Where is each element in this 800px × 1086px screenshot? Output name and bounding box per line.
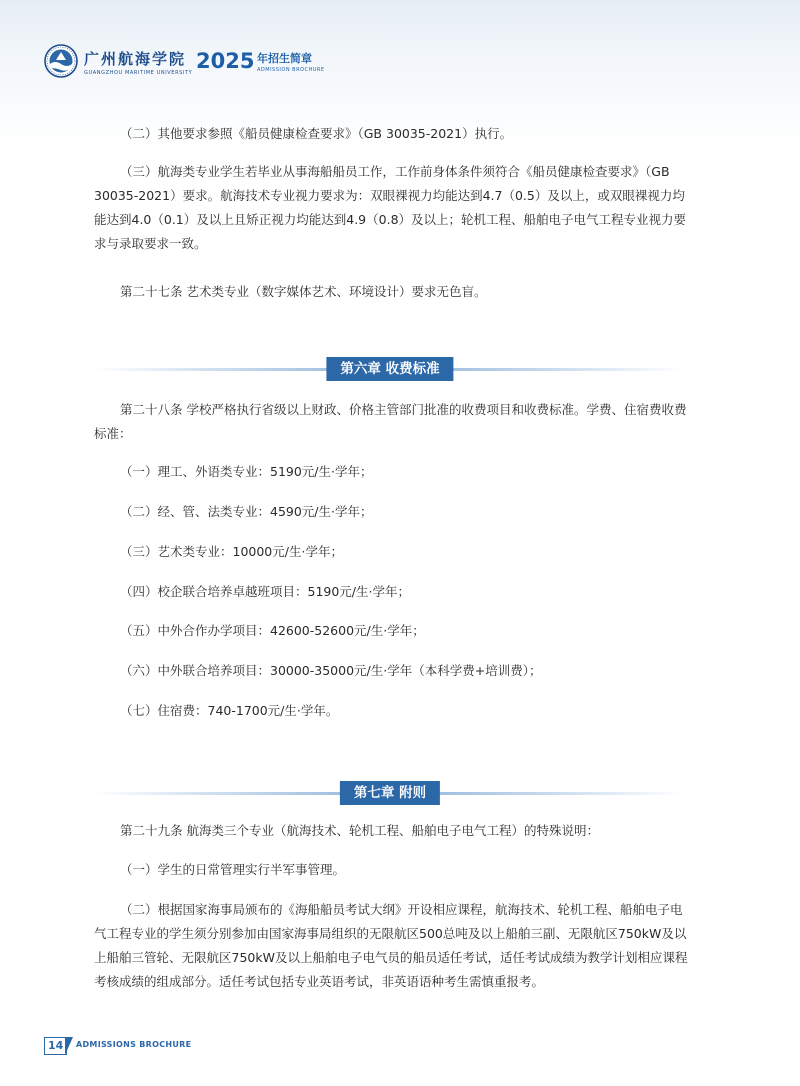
paragraph-article-27: 第二十七条 艺术类专业（数字媒体艺术、环境设计）要求无色盲。	[120, 284, 487, 299]
page-number: 14	[44, 1037, 67, 1055]
university-seal-icon	[44, 44, 78, 78]
school-name-cn: 广州航海学院	[84, 50, 187, 68]
paragraph-article-28: 第二十八条 学校严格执行省级以上财政、价格主管部门批准的收费项目和收费标准。学费、住宿费收费标准：	[94, 402, 687, 441]
chapter-6-title: 第六章 收费标准	[326, 357, 453, 381]
paragraph-health-other: （二）其他要求参照《船员健康检查要求》（GB 30035-2021）执行。	[120, 126, 513, 141]
fee-item: （四）校企联合培养卓越班项目：5190元/生·学年；	[120, 584, 410, 599]
paragraph-military-management: （一）学生的日常管理实行半军事管理。	[120, 862, 346, 877]
fee-item: （七）住宿费：740-1700元/生·学年。	[120, 703, 339, 718]
chapter-7-title: 第七章 附则	[340, 781, 440, 805]
fee-item: （五）中外合作办学项目：42600-52600元/生·学年；	[120, 623, 425, 638]
fee-item: （六）中外联合培养项目：30000-35000元/生·学年（本科学费+培训费）；	[120, 663, 542, 678]
brochure-year: 2025	[196, 49, 255, 73]
paragraph-health-maritime: （三）航海类专业学生若毕业从事海船船员工作，工作前身体条件须符合《船员健康检查要求》（GB 30035-2021）要求。航海技术专业视力要求为：双眼裸视力均能达到4.7（0.5）及以上，或双眼裸视力均能达到4.0（0.1）及以上且矫正视力均能达到4.9（0.8）及以上；轮机工程、船舶电子电气工程专业视力要求与录取要求一致。	[94, 164, 687, 251]
fee-item: （三）艺术类专业：10000元/生·学年；	[120, 544, 343, 559]
fee-item: （一）理工、外语类专业：5190元/生·学年；	[120, 464, 373, 479]
school-name-en: GUANGZHOU MARITIME UNIVERSITY	[84, 70, 193, 76]
paragraph-competency-exam: （二）根据国家海事局颁布的《海船船员考试大纲》开设相应课程，航海技术、轮机工程、船舶电子电气工程专业的学生须分别参加由国家海事局组织的无限航区500总吨及以上船舶三副、无限航区750kW及以上船舶三管轮、无限航区750kW及以上船舶电子电气员的船员适任考试，适任考试成绩为教学计划相应课程考核成绩的组成部分。适任考试包括专业英语考试，非英语语种考生需慎重报考。	[94, 902, 688, 989]
page-footer	[44, 1037, 244, 1055]
brochure-title-en: ADMISSION BROCHURE	[257, 67, 325, 73]
chapter-6-banner	[94, 357, 686, 381]
paragraph-article-29: 第二十九条 航海类三个专业（航海技术、轮机工程、船舶电子电气工程）的特殊说明：	[120, 823, 599, 838]
fee-item: （二）经、管、法类专业：4590元/生·学年；	[120, 504, 373, 519]
footer-label: ADMISSIONS BROCHURE	[76, 1040, 192, 1049]
footer-accent-icon	[65, 1037, 73, 1055]
chapter-7-banner	[94, 781, 686, 805]
brochure-title-cn: 年招生简章	[257, 52, 312, 65]
page-header	[44, 44, 444, 84]
